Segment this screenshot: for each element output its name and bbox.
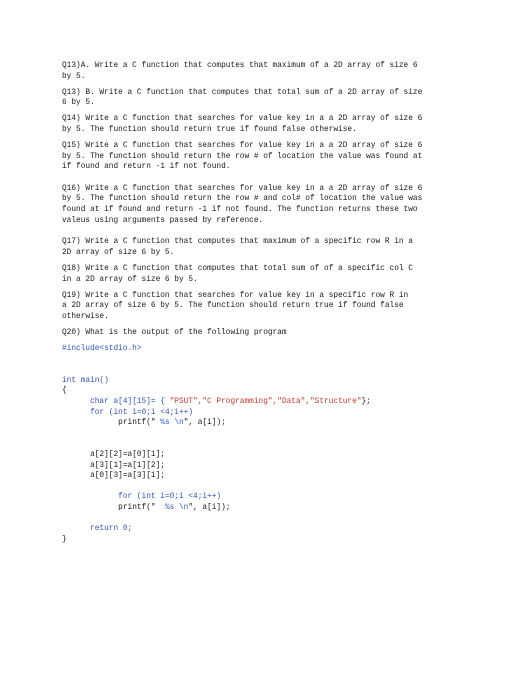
code-assign-1	[62, 450, 464, 461]
printf1-post: ", a[i]);	[183, 419, 226, 428]
code-for-loop-1	[62, 408, 464, 419]
code-printf-1	[62, 418, 464, 429]
question-q16: Q16) Write a C function that searches for value key in a a 2D array of size 6 by 5. The function should return the row # and col# of location the value was found at if found and return -1 if not found. The function returns these two valeus using arguments passed by reference.	[62, 184, 423, 225]
declaration-prefix: char a[4][15]= {	[90, 397, 170, 406]
printf2-format: %s \n	[164, 503, 189, 512]
code-assign-3	[62, 471, 464, 482]
for-loop-2: for (int i=0;i <4;i++)	[118, 493, 222, 502]
printf1-pre: printf("	[118, 419, 161, 428]
for-loop-1: for (int i=0;i <4;i++)	[90, 408, 194, 417]
code-main-signature	[62, 376, 464, 387]
code-listing	[62, 344, 464, 545]
question-q13a: Q13)A. Write a C function that computes that maximum of a 2D array of size 6 by 5.	[62, 62, 418, 81]
return-statement: return 0;	[90, 525, 133, 534]
declaration-suffix: };	[361, 397, 371, 406]
printf1-format: %s \n	[160, 419, 184, 428]
code-assign-2	[62, 461, 464, 472]
code-close-brace: }	[62, 535, 67, 544]
code-for-loop-2	[62, 492, 464, 503]
include-directive: #include<stdio.h>	[62, 344, 142, 353]
code-return-line	[62, 524, 464, 535]
question-q13b: Q13) B. Write a C function that computes that total sum of a 2D array of size 6 by 5.	[62, 88, 423, 108]
assign-3: a[0][3]=a[3][1];	[90, 472, 165, 481]
printf2-pre: printf("	[118, 503, 165, 512]
document-page	[62, 61, 464, 545]
question-q18: Q18) Write a C function that computes that total sum of of a specific col C in a 2D array of size 6 by 5.	[62, 264, 413, 284]
declaration-strings: "PSUT","C Programming","Data","Structure"	[169, 397, 362, 406]
question-q20: Q20) What is the output of the following program	[62, 328, 287, 337]
assign-1: a[2][2]=a[0][1];	[90, 450, 165, 459]
question-q15: Q15) Write a C function that searches for value key in a a 2D array of size 6 by 5. The function should return the row # of location the value was found at if found and return -1 if not found.	[62, 142, 423, 172]
code-declaration-line	[62, 397, 464, 408]
assign-2: a[3][1]=a[1][2];	[90, 461, 165, 470]
question-q14: Q14) Write a C function that searches for value key in a a 2D array of size 6 by 5. The function should return true if found false otherwise.	[62, 115, 423, 134]
code-open-brace: {	[62, 387, 67, 396]
question-q17: Q17) Write a C function that computes that maximum of a specific row R in a 2D array of size 6 by 5.	[62, 238, 413, 257]
code-include-line	[62, 344, 464, 355]
printf2-post: ", a[i]);	[188, 503, 231, 512]
question-q19: Q19) Write a C function that searches for value key in a specific row R in a 2D array of size 6 by 5. The function should return true if found false otherwise.	[62, 291, 409, 321]
code-printf-2	[62, 503, 464, 514]
main-signature: int main()	[62, 376, 109, 385]
